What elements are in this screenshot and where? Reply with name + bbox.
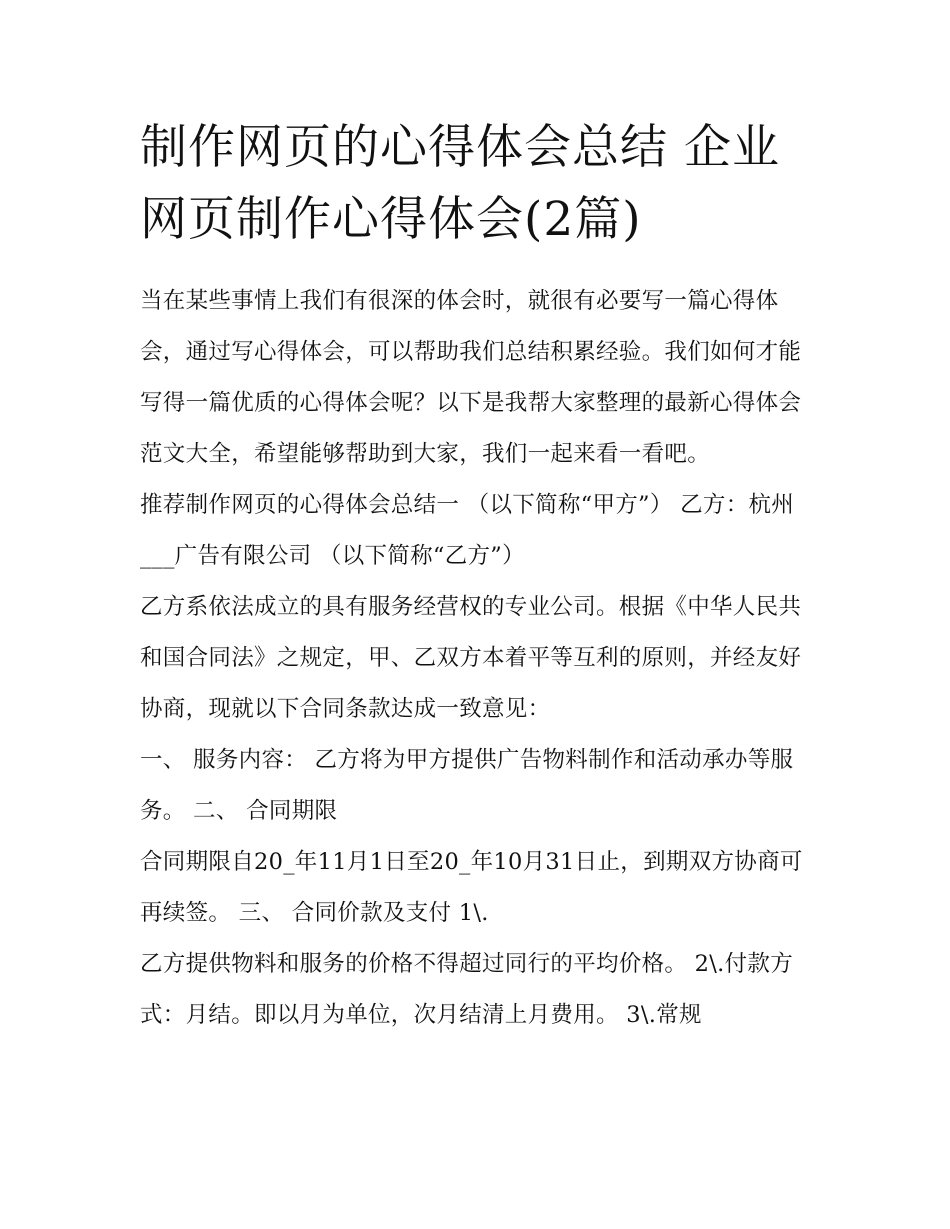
contract-term-paragraph: 合同期限自20_年11月1日至20_年10月31日止，到期双方协商可再续签。 三、 合同价款及支付 1\.	[140, 849, 803, 926]
agreement-paragraph: 乙方系依法成立的具有服务经营权的专业公司。根据《中华人民共和国合同法》之规定，甲、乙双方本着平等互利的原则，并经友好协商，现就以下合同条款达成一致意见：	[140, 594, 802, 722]
service-content-paragraph: 一、 服务内容： 乙方将为甲方提供广告物料制作和活动承办等服务。 二、 合同期限	[140, 747, 794, 824]
document-body	[140, 112, 820, 1041]
intro-paragraph: 当在某些事情上我们有很深的体会时，就很有必要写一篇心得体会，通过写心得体会，可以帮助我们总结积累经验。我们如何才能写得一篇优质的心得体会呢？以下是我帮大家整理的最新心得体会范文大全，希望能够帮助到大家，我们一起来看一看吧。	[140, 288, 802, 467]
document-title: 制作网页的心得体会总结 企业网页制作心得体会(2篇)	[140, 120, 780, 247]
payment-paragraph: 乙方提供物料和服务的价格不得超过同行的平均价格。 2\.付款方式：月结。即以月为单位，次月结清上月费用。 3\.常规	[140, 951, 794, 1028]
parties-paragraph: 推荐制作网页的心得体会总结一 （以下简称“甲方”） 乙方：杭州___广告有限公司 （以下简称“乙方”）	[140, 492, 795, 569]
